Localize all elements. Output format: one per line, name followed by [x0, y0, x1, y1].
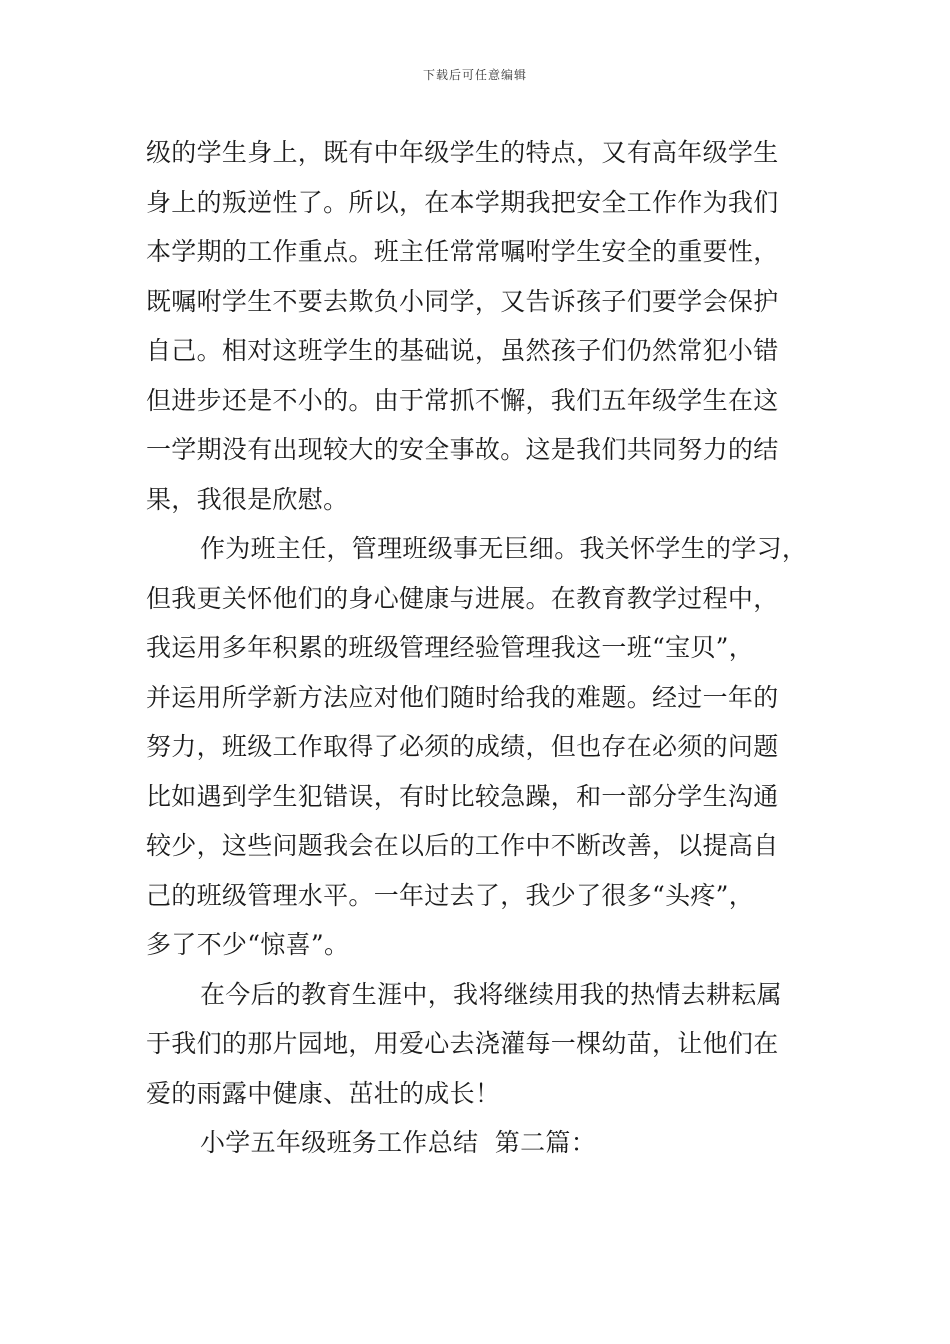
section-heading: [146, 1118, 846, 1168]
text-line: 一学期没有出现较大的安全事故。这是我们共同努力的结: [146, 435, 779, 464]
section-title: 小学五年级班务工作总结 第二篇：: [200, 1128, 596, 1157]
paragraph-3: [146, 970, 846, 1119]
text-line: 爱的雨露中健康、茁壮的成长！: [146, 1078, 501, 1108]
text-line: 自己。相对这班学生的基础说，虽然孩子们仍然常犯小错: [146, 336, 779, 365]
text-line: 于我们的那片园地，用爱心去浇灌每一棵幼苗，让他们在: [146, 1029, 779, 1058]
text-line: 果，我很是欣慰。: [146, 484, 349, 514]
text-line: 己的班级管理水平。一年过去了，我少了很多“头疼”，: [146, 880, 755, 910]
text-line: 但我更关怀他们的身心健康与进展。在教育教学过程中，: [146, 583, 779, 613]
text-line: 本学期的工作重点。班主任常常嘱咐学生安全的重要性，: [146, 237, 779, 266]
text-line: 但进步还是不小的。由于常抓不懈，我们五年级学生在这: [146, 385, 779, 415]
text-line: 比如遇到学生犯错误，有时比较急躁，和一部分学生沟通: [146, 781, 779, 811]
text-line: 既嘱咐学生不要去欺负小同学，又告诉孩子们要学会保护: [146, 286, 779, 316]
text-line: 作为班主任，管理班级事无巨细。我关怀学生的学习，: [200, 534, 808, 563]
text-line: 努力，班级工作取得了必须的成绩，但也存在必须的问题: [146, 732, 779, 761]
paragraph-2: [146, 524, 846, 970]
text-line: 较少，这些问题我会在以后的工作中不断改善，以提高自: [146, 831, 779, 860]
text-line: 并运用所学新方法应对他们随时给我的难题。经过一年的: [146, 682, 779, 712]
text-line: 我运用多年积累的班级管理经验管理我这一班“宝贝”，: [146, 633, 755, 662]
paragraph-1: [146, 128, 846, 524]
text-line: 身上的叛逆性了。所以，在本学期我把安全工作作为我们: [146, 187, 779, 217]
document-body: [146, 128, 846, 1168]
text-line: 级的学生身上，既有中年级学生的特点，又有高年级学生: [146, 138, 779, 167]
text-line: 多了不少“惊喜”。: [146, 930, 350, 959]
page-header: 下载后可任意编辑: [422, 68, 527, 82]
text-line: 在今后的教育生涯中，我将继续用我的热情去耕耘属: [200, 979, 782, 1009]
